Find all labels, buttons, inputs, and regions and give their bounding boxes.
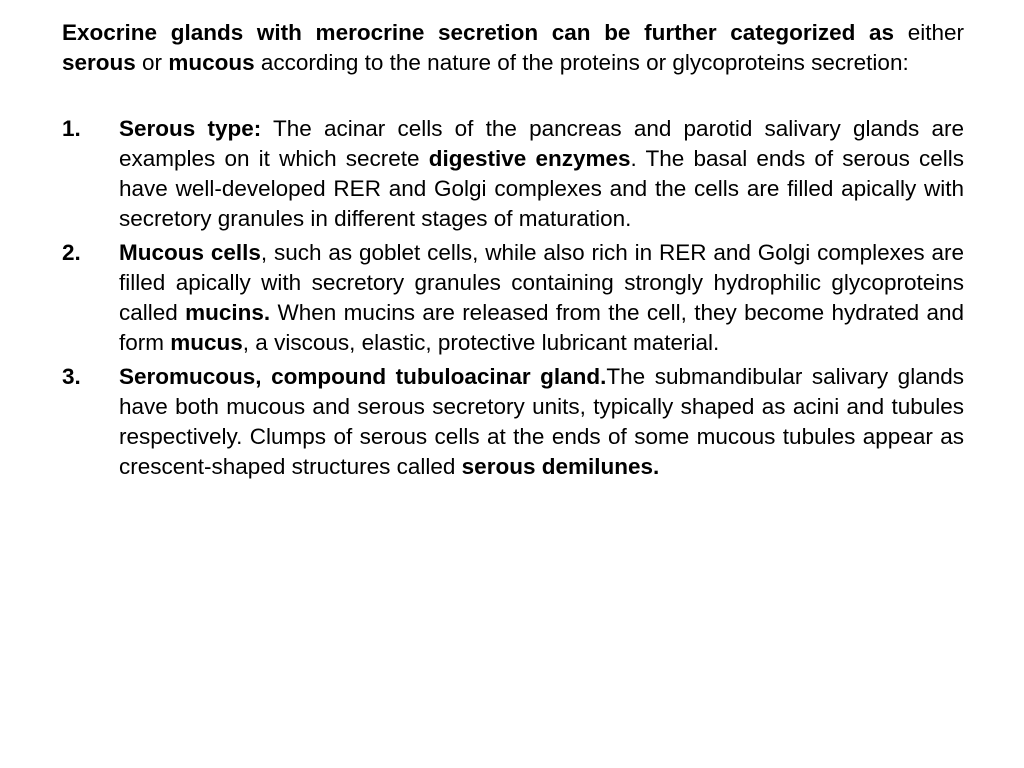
list-item-body <box>119 362 964 482</box>
item-text: , such as goblet cells, while also rich in RER and Golgi complexes are filled apically with secretory granules containing strongly hydrophilic glycoproteins called <box>119 240 965 325</box>
list-item-serous-type <box>62 114 964 234</box>
gland-type-list <box>62 114 964 482</box>
item-term-mucins: mucins. <box>185 300 271 325</box>
item-text: . The basal ends of serous cells have well-developed RER and Golgi complexes and the cells are filled apically with secretory granules in different stages of maturation. <box>119 146 965 231</box>
item-text: When mucins are released from the cell, they become hydrated and form <box>119 300 964 355</box>
item-bold-lead: Seromucous, compound tubuloacinar gland. <box>119 364 607 389</box>
intro-text-2: or <box>135 50 169 75</box>
intro-term-serous: serous <box>62 50 136 75</box>
list-item-mucous-cells <box>62 238 964 358</box>
list-item-body <box>119 114 964 234</box>
intro-paragraph <box>62 18 964 78</box>
intro-term-mucous: mucous <box>168 50 255 75</box>
item-text: The submandibular salivary glands have both mucous and serous secretory units, typically shaped as acini and tubules respectively. Clumps of serous cells at the ends of some mucous tubules appear as crescent-shaped structures called <box>119 364 964 479</box>
intro-text-1: either <box>894 20 964 45</box>
list-item-body <box>119 238 964 358</box>
intro-bold-lead: Exocrine glands with merocrine secretion can be further categorized as <box>62 20 895 45</box>
item-text: , a viscous, elastic, protective lubricant material. <box>242 330 720 355</box>
list-item-number: 3. <box>62 364 81 389</box>
item-bold-lead: Mucous cells <box>119 240 261 265</box>
list-item-number: 1. <box>62 116 81 141</box>
item-bold-lead: Serous type: <box>119 116 262 141</box>
list-item-number: 2. <box>62 240 81 265</box>
item-text: The acinar cells of the pancreas and parotid salivary glands are examples on it which secrete <box>119 116 964 171</box>
item-term-mucus: mucus <box>170 330 243 355</box>
list-item-seromucous <box>62 362 964 482</box>
item-term-digestive-enzymes: digestive enzymes <box>428 146 631 171</box>
item-term-serous-demilunes: serous demilunes. <box>461 454 660 479</box>
intro-text-3: according to the nature of the proteins or glycoproteins secretion: <box>254 50 909 75</box>
